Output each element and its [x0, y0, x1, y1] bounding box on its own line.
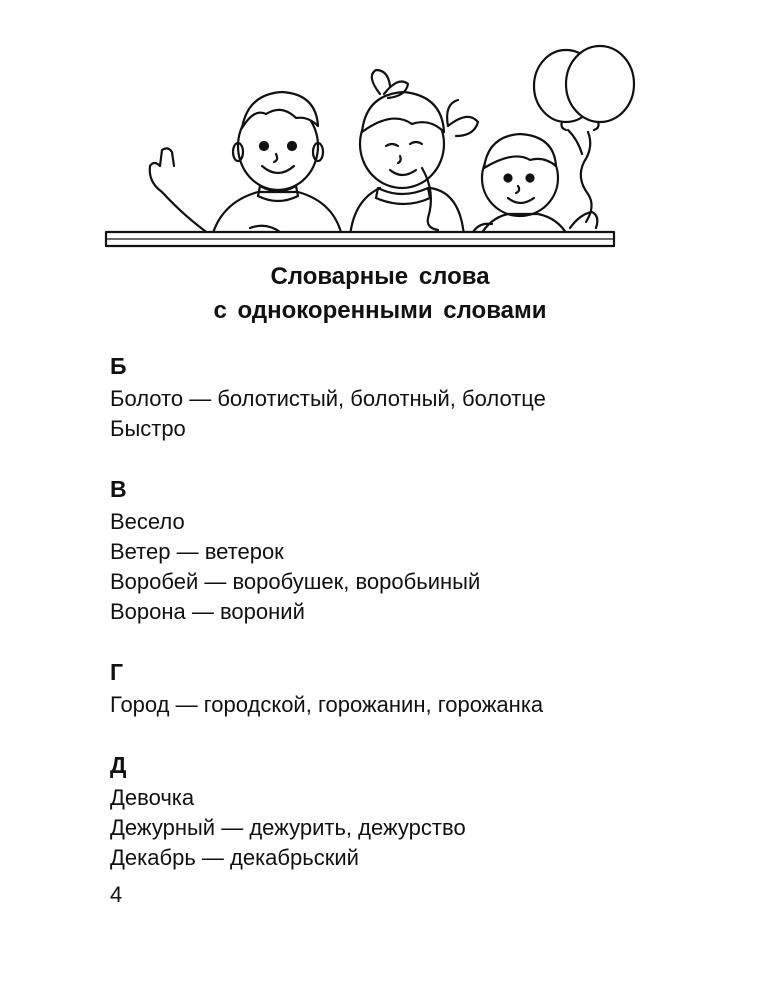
- section-letter: Г: [110, 659, 124, 685]
- section-b: [110, 350, 730, 444]
- section-d: [110, 749, 730, 873]
- word-entry: Девочка: [110, 785, 195, 810]
- section-letter: Б: [110, 353, 127, 379]
- section-v: [110, 473, 730, 627]
- section-g: [110, 656, 730, 720]
- title-line-1: Словарные слова: [270, 263, 490, 290]
- word-entry: Воробей — воробушек, воробьиный: [110, 569, 481, 594]
- boy-right-drawing: [472, 134, 597, 236]
- title-line-2: с однокоренными словами: [213, 297, 547, 324]
- word-entry: Быстро: [110, 416, 186, 441]
- girl-middle-drawing: [350, 70, 478, 236]
- word-entry: Ворона — вороний: [110, 599, 305, 624]
- section-letter: Д: [110, 752, 127, 778]
- word-entry: Весело: [110, 509, 185, 534]
- word-list: [110, 350, 730, 902]
- page-title: [0, 260, 760, 328]
- section-letter: В: [110, 476, 127, 502]
- word-entry: Ветер — ветерок: [110, 539, 284, 564]
- word-entry: Болото — болотистый, болотный, болотце: [110, 386, 546, 411]
- word-entry: Декабрь — декабрьский: [110, 845, 359, 870]
- word-entry: Дежурный — дежурить, дежурство: [110, 815, 466, 840]
- children-illustration: [100, 28, 660, 258]
- boy-left-drawing: [150, 92, 342, 236]
- word-entry: Город — городской, горожанин, горожанка: [110, 692, 544, 717]
- page-number: 4: [110, 882, 123, 907]
- desk-drawing: [106, 232, 614, 246]
